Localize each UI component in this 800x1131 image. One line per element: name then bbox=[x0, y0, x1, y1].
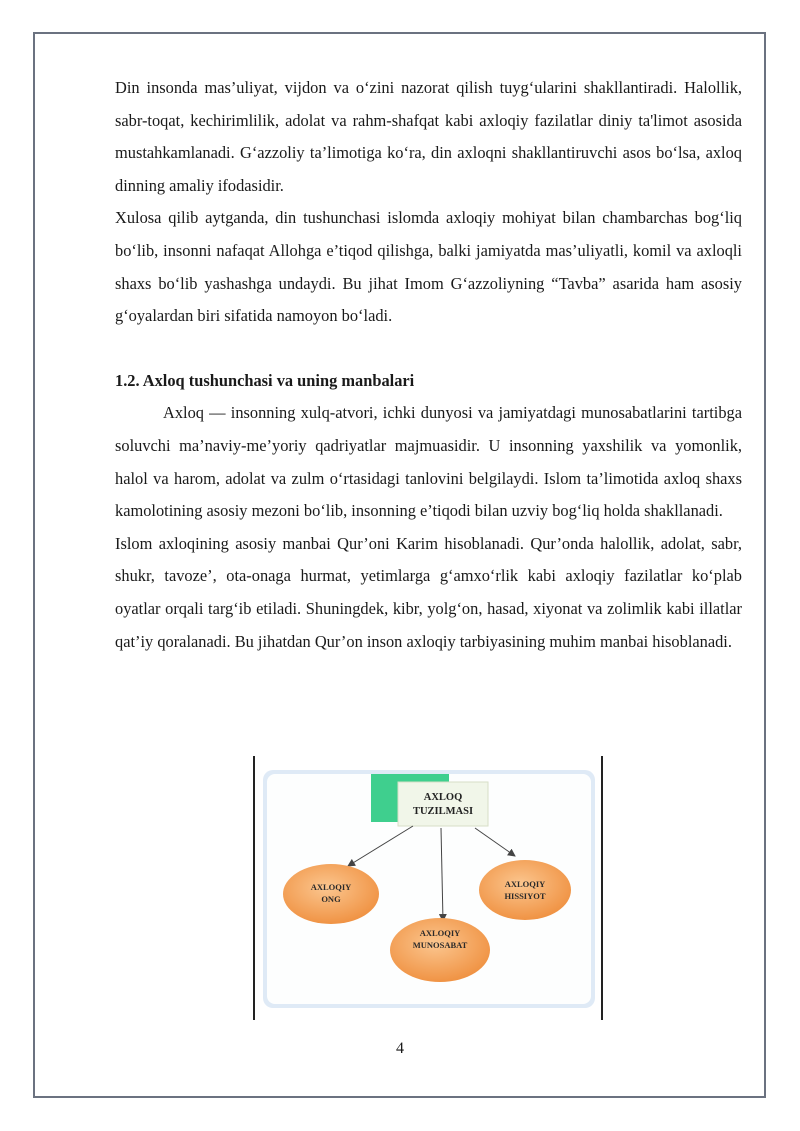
diagram-svg bbox=[253, 756, 603, 1020]
document-body bbox=[115, 72, 742, 658]
spacer bbox=[115, 333, 742, 365]
top-box-label-2: TUZILMASI bbox=[412, 806, 474, 817]
axloq-diagram bbox=[253, 756, 603, 1020]
page-number: 4 bbox=[396, 1040, 404, 1057]
paragraph-2: Xulosa qilib aytganda, din tushunchasi islomda axloqiy mohiyat bilan chambarchas bog‘liq bo‘lib, insonni nafaqat Allohga e’tiqod qilishga, balki jamiyatda mas’uliyatli, komil va axloqli shaxs bo‘lib yashashga undaydi. Bu jihat Imom G‘azzoliyning “Tavba” asarida ham asosiy g‘oyalardan biri sifatida namoyon bo‘ladi. bbox=[115, 208, 742, 326]
oval-left-label-2: ONG bbox=[321, 894, 341, 904]
paragraph-3: Axloq — insonning xulq-atvori, ichki dunyosi va jamiyatdagi munosabatlarini tartibga soluvchi ma’naviy-me’yoriy qadriyatlar majmuasidir. U insonning yaxshilik va yomonlik, halol va harom, adolat va zulm o‘rtasidagi tanlovini belgilaydi. Islom ta’limotida axloq shaxs kamolotining asosiy mezoni bo‘lib, insonning e’tiqodi bilan uzviy bog‘liq holda shakllanadi. bbox=[115, 403, 742, 521]
oval-bottom-label-2: MUNOSABAT bbox=[412, 940, 468, 950]
section-heading: 1.2. Axloq tushunchasi va uning manbalari bbox=[115, 370, 415, 390]
paragraph-4: Islom axloqining asosiy manbai Qur’oni Karim hisoblanadi. Qur’onda halollik, adolat, sabr, shukr, tavoze’, ota-onaga hurmat, yetimlarga g‘amxo‘rlik kabi axloqiy fazilatlar ko‘plab oyatlar orqali targ‘ib etiladi. Shuningdek, kibr, yolg‘on, hasad, xiyonat va zolimlik kabi illatlar qat’iy qoralanadi. Bu jihatdan Qur’on inson axloqiy tarbiyasining muhim manbai hisoblanadi. bbox=[115, 533, 742, 651]
oval-left-label-1: AXLOQIY bbox=[310, 882, 352, 892]
top-box bbox=[398, 782, 488, 826]
oval-bottom-label-1: AXLOQIY bbox=[419, 928, 461, 938]
paragraph-1: Din insonda mas’uliyat, vijdon va o‘zini nazorat qilish tuyg‘ularini shakllantiradi. Halollik, sabr-toqat, kechirimlilik, adolat va rahm-shafqat kabi axloqiy fazilatlar diniy ta'limot asosida mustahkamlanadi. G‘azzoliy ta’limotiga ko‘ra, din axloqni shakllantiruvchi asos bo‘lsa, axloq dinning amaliy ifodasidir. bbox=[115, 78, 742, 195]
oval-right-label-2: HISSIYOT bbox=[504, 891, 546, 901]
top-box-label-1: AXLOQ bbox=[423, 792, 463, 803]
oval-right-label-1: AXLOQIY bbox=[504, 879, 546, 889]
oval-right bbox=[479, 860, 571, 920]
